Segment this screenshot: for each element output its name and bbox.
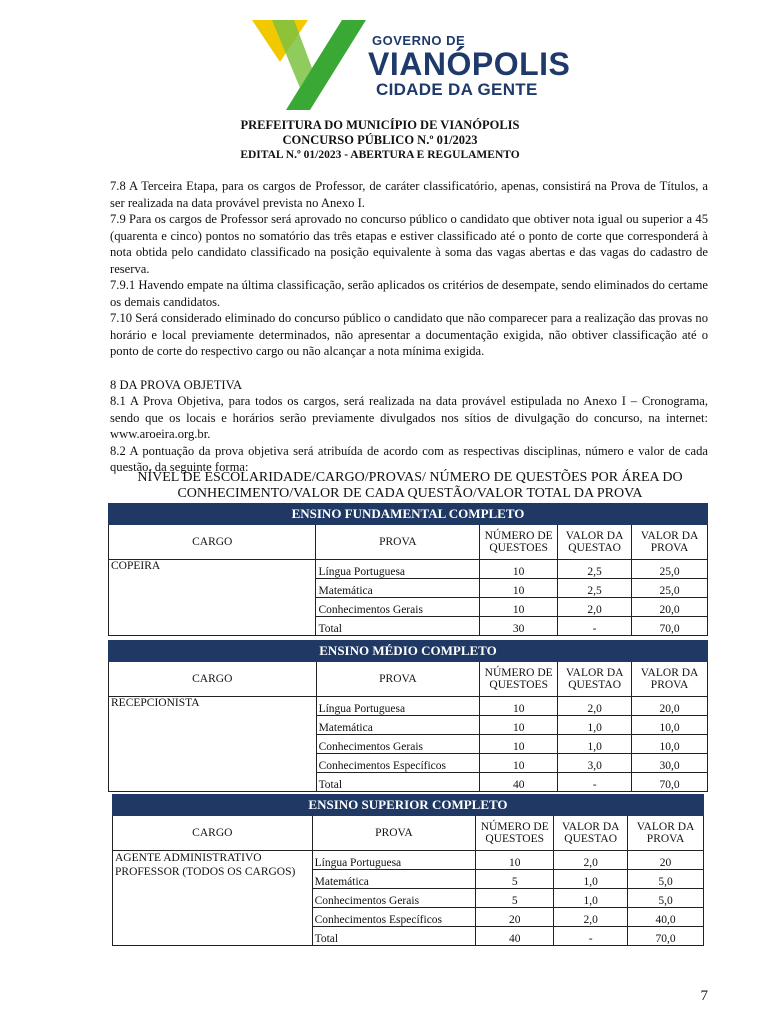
valor-questao-cell: 2,0: [554, 851, 628, 870]
valor-questao-cell: 3,0: [558, 754, 632, 773]
document-header: [0, 118, 760, 163]
valor-prova-cell: 25,0: [632, 579, 708, 598]
numero-cell: 10: [480, 560, 558, 579]
prova-cell: Matemática: [312, 870, 476, 889]
numero-cell: 10: [480, 754, 558, 773]
numero-cell: 5: [476, 889, 554, 908]
logo-mark-icon: [250, 18, 370, 113]
valor-prova-cell: 10,0: [632, 716, 708, 735]
col-header-valor-prova: VALOR DA PROVA: [632, 662, 708, 697]
logo-line-3: CIDADE DA GENTE: [376, 80, 538, 99]
logo-line-1: GOVERNO DE: [372, 33, 466, 48]
valor-prova-cell: 5,0: [628, 889, 704, 908]
table-row: [113, 851, 704, 870]
col-header-prova: PROVA: [312, 816, 476, 851]
prova-cell: Total: [316, 773, 480, 792]
section-heading-8: 8 DA PROVA OBJETIVA: [110, 377, 243, 392]
valor-prova-cell: 70,0: [632, 617, 708, 636]
valor-prova-cell: 20: [628, 851, 704, 870]
paragraph-7-9: 7.9 Para os cargos de Professor será aprovado no concurso público o candidato que obtiver nota igual ou superior a 45 (quarenta e cinco) pontos no somatório das três etapas e estiver classificado até o ponto de corte que corresponderá à nota obtida pelo candidato classificado na posição equivalente à soma das vagas abertas e das vagas do cadastro de reserva.: [110, 212, 708, 276]
document-body: [110, 178, 708, 476]
valor-questao-cell: 1,0: [554, 870, 628, 889]
valor-prova-cell: 20,0: [632, 598, 708, 617]
numero-cell: 40: [476, 927, 554, 946]
valor-questao-cell: 1,0: [554, 889, 628, 908]
prova-cell: Matemática: [316, 579, 480, 598]
col-header-numero: NÚMERO DE QUESTOES: [476, 816, 554, 851]
valor-questao-cell: 2,0: [558, 697, 632, 716]
numero-cell: 10: [480, 598, 558, 617]
header-line-1: PREFEITURA DO MUNICÍPIO DE VIANÓPOLIS: [240, 118, 520, 132]
numero-cell: 10: [476, 851, 554, 870]
valor-questao-cell: -: [554, 927, 628, 946]
table-row: [109, 697, 708, 716]
valor-questao-cell: 2,0: [558, 598, 632, 617]
col-header-valor-questao: VALOR DA QUESTAO: [558, 662, 632, 697]
col-header-cargo: CARGO: [113, 816, 313, 851]
municipality-logo: [250, 18, 580, 113]
table-title-line-2: CONHECIMENTO/VALOR DE CADA QUESTÃO/VALOR TOTAL DA PROVA: [177, 486, 643, 501]
col-header-cargo: CARGO: [109, 525, 316, 560]
col-header-valor-prova: VALOR DA PROVA: [628, 816, 704, 851]
score-table-fundamental: [108, 503, 708, 636]
prova-cell: Conhecimentos Específicos: [312, 908, 476, 927]
prova-cell: Língua Portuguesa: [316, 560, 480, 579]
paragraph-7-8: 7.8 A Terceira Etapa, para os cargos de Professor, de caráter classificatório, apenas, consistirá na Prova de Títulos, a ser realizada na data provável prevista no Anexo I.: [110, 179, 708, 210]
table-band: ENSINO MÉDIO COMPLETO: [109, 641, 708, 662]
valor-questao-cell: -: [558, 617, 632, 636]
valor-prova-cell: 20,0: [632, 697, 708, 716]
numero-cell: 10: [480, 716, 558, 735]
valor-questao-cell: -: [558, 773, 632, 792]
cargo-cell: RECEPCIONISTA: [109, 697, 317, 792]
prova-cell: Total: [316, 617, 480, 636]
numero-cell: 10: [480, 579, 558, 598]
prova-cell: Conhecimentos Gerais: [312, 889, 476, 908]
valor-questao-cell: 2,0: [554, 908, 628, 927]
paragraph-7-9-1: 7.9.1 Havendo empate na última classificação, serão aplicados os critérios de desempate, sendo eliminados do certame os demais candidatos.: [110, 278, 708, 309]
valor-prova-cell: 10,0: [632, 735, 708, 754]
table-band: ENSINO SUPERIOR COMPLETO: [113, 795, 704, 816]
table-row: [109, 560, 708, 579]
prova-cell: Língua Portuguesa: [316, 697, 480, 716]
numero-cell: 30: [480, 617, 558, 636]
valor-prova-cell: 5,0: [628, 870, 704, 889]
col-header-valor-questao: VALOR DA QUESTAO: [558, 525, 632, 560]
score-table-medio: [108, 640, 708, 792]
prova-cell: Total: [312, 927, 476, 946]
valor-questao-cell: 1,0: [558, 716, 632, 735]
page-number: 7: [700, 988, 708, 1004]
prova-cell: Língua Portuguesa: [312, 851, 476, 870]
col-header-numero: NÚMERO DE QUESTOES: [480, 662, 558, 697]
numero-cell: 40: [480, 773, 558, 792]
paragraph-8-1: 8.1 A Prova Objetiva, para todos os cargos, será realizada na data provável estipulada no Anexo I – Cronograma, sendo que os locais e horários serão previamente divulgados nos sítios de divulgação do concurso, na internet: www.aroeira.org.br.: [110, 394, 708, 441]
cargo-cell: COPEIRA: [109, 560, 316, 636]
col-header-valor-questao: VALOR DA QUESTAO: [554, 816, 628, 851]
table-title-line-1: NÍVEL DE ESCOLARIDADE/CARGO/PROVAS/ NÚMERO DE QUESTÕES POR ÁREA DO: [137, 470, 683, 485]
header-line-2: CONCURSO PÚBLICO N.º 01/2023: [282, 133, 478, 147]
numero-cell: 20: [476, 908, 554, 927]
logo-line-2: VIANÓPOLIS: [368, 46, 571, 82]
col-header-cargo: CARGO: [109, 662, 317, 697]
prova-cell: Matemática: [316, 716, 480, 735]
prova-cell: Conhecimentos Gerais: [316, 735, 480, 754]
valor-prova-cell: 40,0: [628, 908, 704, 927]
valor-questao-cell: 1,0: [558, 735, 632, 754]
valor-prova-cell: 25,0: [632, 560, 708, 579]
col-header-numero: NÚMERO DE QUESTOES: [480, 525, 558, 560]
paragraph-8-2: 8.2 A pontuação da prova objetiva será atribuída de acordo com as respectivas disciplinas, número e valor de cada questão, da seguinte forma:: [110, 443, 708, 474]
valor-prova-cell: 30,0: [632, 754, 708, 773]
table-title: [105, 470, 715, 502]
col-header-valor-prova: VALOR DA PROVA: [632, 525, 708, 560]
valor-questao-cell: 2,5: [558, 560, 632, 579]
table-band: ENSINO FUNDAMENTAL COMPLETO: [109, 504, 708, 525]
score-table-superior: [112, 794, 704, 946]
header-line-3: EDITAL N.º 01/2023 - ABERTURA E REGULAMENTO: [240, 149, 520, 161]
numero-cell: 5: [476, 870, 554, 889]
prova-cell: Conhecimentos Específicos: [316, 754, 480, 773]
valor-questao-cell: 2,5: [558, 579, 632, 598]
paragraph-7-10: 7.10 Será considerado eliminado do concurso público o candidato que não comparecer para a realização das provas no horário e local previamente determinados, não apresentar a documentação exigida, não obtiver classificação até o ponto de corte do respectivo cargo ou não alcançar a nota mínima exigida.: [110, 311, 708, 358]
col-header-prova: PROVA: [316, 662, 480, 697]
cargo-cell: AGENTE ADMINISTRATIVO PROFESSOR (TODOS OS CARGOS): [113, 851, 313, 946]
valor-prova-cell: 70,0: [628, 927, 704, 946]
col-header-prova: PROVA: [316, 525, 480, 560]
numero-cell: 10: [480, 697, 558, 716]
valor-prova-cell: 70,0: [632, 773, 708, 792]
prova-cell: Conhecimentos Gerais: [316, 598, 480, 617]
numero-cell: 10: [480, 735, 558, 754]
